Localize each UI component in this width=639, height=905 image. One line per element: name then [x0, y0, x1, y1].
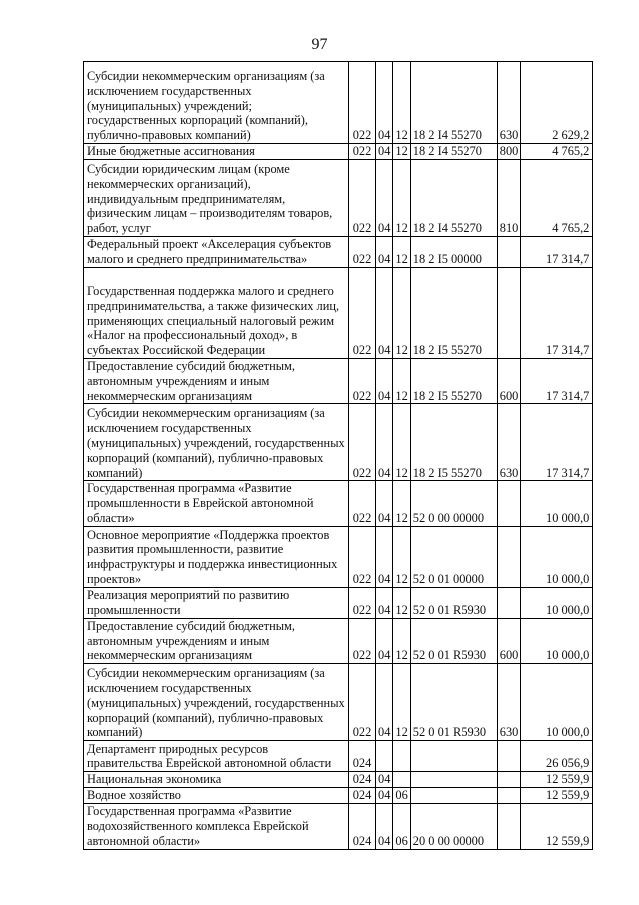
row-section-code: 04 — [376, 618, 393, 663]
row-subsection-code: 12 — [393, 404, 410, 481]
row-grbs-code: 024 — [349, 741, 376, 772]
row-section-code: 04 — [376, 160, 393, 237]
row-sum: 10 000,0 — [521, 587, 593, 618]
row-grbs-code: 024 — [349, 772, 376, 788]
row-name: Государственная программа «Развитие водохозяйственного комплекса Еврейской автономной области» — [84, 804, 349, 849]
table-row — [84, 268, 593, 359]
table-row — [84, 741, 593, 772]
row-section-code: 04 — [376, 772, 393, 788]
row-name: Государственная программа «Развитие промышленности в Еврейской автономной области» — [84, 481, 349, 526]
row-grbs-code: 022 — [349, 587, 376, 618]
row-target-article: 18 2 I5 55270 — [410, 404, 497, 481]
budget-table — [83, 61, 593, 850]
row-expense-type — [497, 268, 521, 359]
row-expense-type: 630 — [497, 664, 521, 741]
row-sum: 17 314,7 — [521, 268, 593, 359]
row-subsection-code: 12 — [393, 664, 410, 741]
row-name: Водное хозяйство — [84, 788, 349, 804]
row-subsection-code: 12 — [393, 526, 410, 587]
table-row — [84, 359, 593, 404]
table-row — [84, 404, 593, 481]
row-grbs-code: 022 — [349, 618, 376, 663]
row-grbs-code: 022 — [349, 144, 376, 160]
row-name: Субсидии юридическим лицам (кроме некоммерческих организаций), индивидуальным предпринимателям, физическим лицам – производителям товаров, работ, услуг — [84, 160, 349, 237]
row-name: Субсидии некоммерческим организациям (за исключением государственных (муниципальных) учреждений; государственных корпораций (компаний), публично-правовых компаний) — [84, 62, 349, 144]
row-grbs-code: 022 — [349, 160, 376, 237]
table-row — [84, 788, 593, 804]
row-section-code: 04 — [376, 237, 393, 268]
row-section-code: 04 — [376, 526, 393, 587]
row-target-article: 52 0 01 R5930 — [410, 587, 497, 618]
row-name: Национальная экономика — [84, 772, 349, 788]
row-expense-type — [497, 804, 521, 849]
row-sum: 4 765,2 — [521, 160, 593, 237]
row-target-article: 20 0 00 00000 — [410, 804, 497, 849]
table-row — [84, 587, 593, 618]
row-sum: 10 000,0 — [521, 481, 593, 526]
row-section-code: 04 — [376, 404, 393, 481]
row-expense-type — [497, 587, 521, 618]
row-subsection-code: 12 — [393, 268, 410, 359]
row-grbs-code: 022 — [349, 664, 376, 741]
row-section-code — [376, 741, 393, 772]
row-expense-type — [497, 526, 521, 587]
row-target-article: 18 2 I4 55270 — [410, 160, 497, 237]
row-grbs-code: 022 — [349, 404, 376, 481]
row-expense-type — [497, 741, 521, 772]
row-subsection-code: 12 — [393, 62, 410, 144]
row-expense-type: 630 — [497, 62, 521, 144]
table-row — [84, 237, 593, 268]
row-sum: 2 629,2 — [521, 62, 593, 144]
table-row — [84, 160, 593, 237]
row-target-article: 52 0 01 R5930 — [410, 618, 497, 663]
row-name: Предоставление субсидий бюджетным, автономным учреждениям и иным некоммерческим организациям — [84, 359, 349, 404]
row-section-code: 04 — [376, 268, 393, 359]
row-target-article: 18 2 I4 55270 — [410, 144, 497, 160]
row-grbs-code: 022 — [349, 359, 376, 404]
row-expense-type — [497, 772, 521, 788]
table-row — [84, 526, 593, 587]
row-grbs-code: 022 — [349, 62, 376, 144]
row-sum: 10 000,0 — [521, 618, 593, 663]
table-row — [84, 618, 593, 663]
row-name: Иные бюджетные ассигнования — [84, 144, 349, 160]
row-name: Основное мероприятие «Поддержка проектов развития промышленности, развитие инфраструктуры и поддержка инвестиционных проектов» — [84, 526, 349, 587]
row-grbs-code: 022 — [349, 268, 376, 359]
row-section-code: 04 — [376, 804, 393, 849]
row-target-article: 18 2 I5 00000 — [410, 237, 497, 268]
row-name: Федеральный проект «Акселерация субъектов малого и среднего предпринимательства» — [84, 237, 349, 268]
row-expense-type: 600 — [497, 359, 521, 404]
row-subsection-code: 12 — [393, 160, 410, 237]
row-name: Субсидии некоммерческим организациям (за исключением государственных (муниципальных) учреждений, государственных корпораций (компаний), публично-правовых компаний) — [84, 664, 349, 741]
row-name: Реализация мероприятий по развитию промышленности — [84, 587, 349, 618]
row-subsection-code: 12 — [393, 237, 410, 268]
row-subsection-code: 12 — [393, 144, 410, 160]
row-sum: 10 000,0 — [521, 526, 593, 587]
row-sum: 12 559,9 — [521, 804, 593, 849]
row-name: Субсидии некоммерческим организациям (за исключением государственных (муниципальных) учреждений, государственных корпораций (компаний), публично-правовых компаний) — [84, 404, 349, 481]
row-expense-type — [497, 481, 521, 526]
table-row — [84, 481, 593, 526]
row-subsection-code: 06 — [393, 788, 410, 804]
row-target-article: 18 2 I5 55270 — [410, 359, 497, 404]
row-expense-type — [497, 788, 521, 804]
row-section-code: 04 — [376, 144, 393, 160]
row-name: Государственная поддержка малого и среднего предпринимательства, а также физических лиц, применяющих специальный налоговый режим «Налог на профессиональный доход», в субъектах Российской Федерации — [84, 268, 349, 359]
row-grbs-code: 024 — [349, 788, 376, 804]
row-section-code: 04 — [376, 788, 393, 804]
row-subsection-code — [393, 741, 410, 772]
table-row — [84, 664, 593, 741]
row-sum: 17 314,7 — [521, 404, 593, 481]
row-target-article: 52 0 01 00000 — [410, 526, 497, 587]
table-row — [84, 144, 593, 160]
row-subsection-code: 12 — [393, 618, 410, 663]
row-subsection-code: 12 — [393, 359, 410, 404]
row-grbs-code: 022 — [349, 237, 376, 268]
row-expense-type: 600 — [497, 618, 521, 663]
row-target-article: 52 0 01 R5930 — [410, 664, 497, 741]
row-sum: 4 765,2 — [521, 144, 593, 160]
row-sum: 17 314,7 — [521, 359, 593, 404]
row-section-code: 04 — [376, 481, 393, 526]
row-subsection-code: 12 — [393, 481, 410, 526]
row-subsection-code: 12 — [393, 587, 410, 618]
row-target-article: 18 2 I4 55270 — [410, 62, 497, 144]
row-sum: 26 056,9 — [521, 741, 593, 772]
row-target-article — [410, 772, 497, 788]
row-target-article: 52 0 00 00000 — [410, 481, 497, 526]
table-row — [84, 772, 593, 788]
row-target-article: 18 2 I5 55270 — [410, 268, 497, 359]
row-expense-type — [497, 237, 521, 268]
row-sum: 12 559,9 — [521, 788, 593, 804]
row-sum: 10 000,0 — [521, 664, 593, 741]
row-sum: 12 559,9 — [521, 772, 593, 788]
row-section-code: 04 — [376, 62, 393, 144]
row-target-article — [410, 788, 497, 804]
table-row — [84, 62, 593, 144]
row-grbs-code: 024 — [349, 804, 376, 849]
table-row — [84, 804, 593, 849]
row-section-code: 04 — [376, 359, 393, 404]
row-grbs-code: 022 — [349, 526, 376, 587]
row-expense-type: 810 — [497, 160, 521, 237]
row-section-code: 04 — [376, 587, 393, 618]
row-grbs-code: 022 — [349, 481, 376, 526]
row-section-code: 04 — [376, 664, 393, 741]
row-name: Предоставление субсидий бюджетным, автономным учреждениям и иным некоммерческим организациям — [84, 618, 349, 663]
row-sum: 17 314,7 — [521, 237, 593, 268]
row-expense-type: 630 — [497, 404, 521, 481]
row-expense-type: 800 — [497, 144, 521, 160]
page-number: 97 — [311, 36, 328, 53]
row-name: Департамент природных ресурсов правительства Еврейской автономной области — [84, 741, 349, 772]
row-subsection-code — [393, 772, 410, 788]
row-subsection-code: 06 — [393, 804, 410, 849]
row-target-article — [410, 741, 497, 772]
